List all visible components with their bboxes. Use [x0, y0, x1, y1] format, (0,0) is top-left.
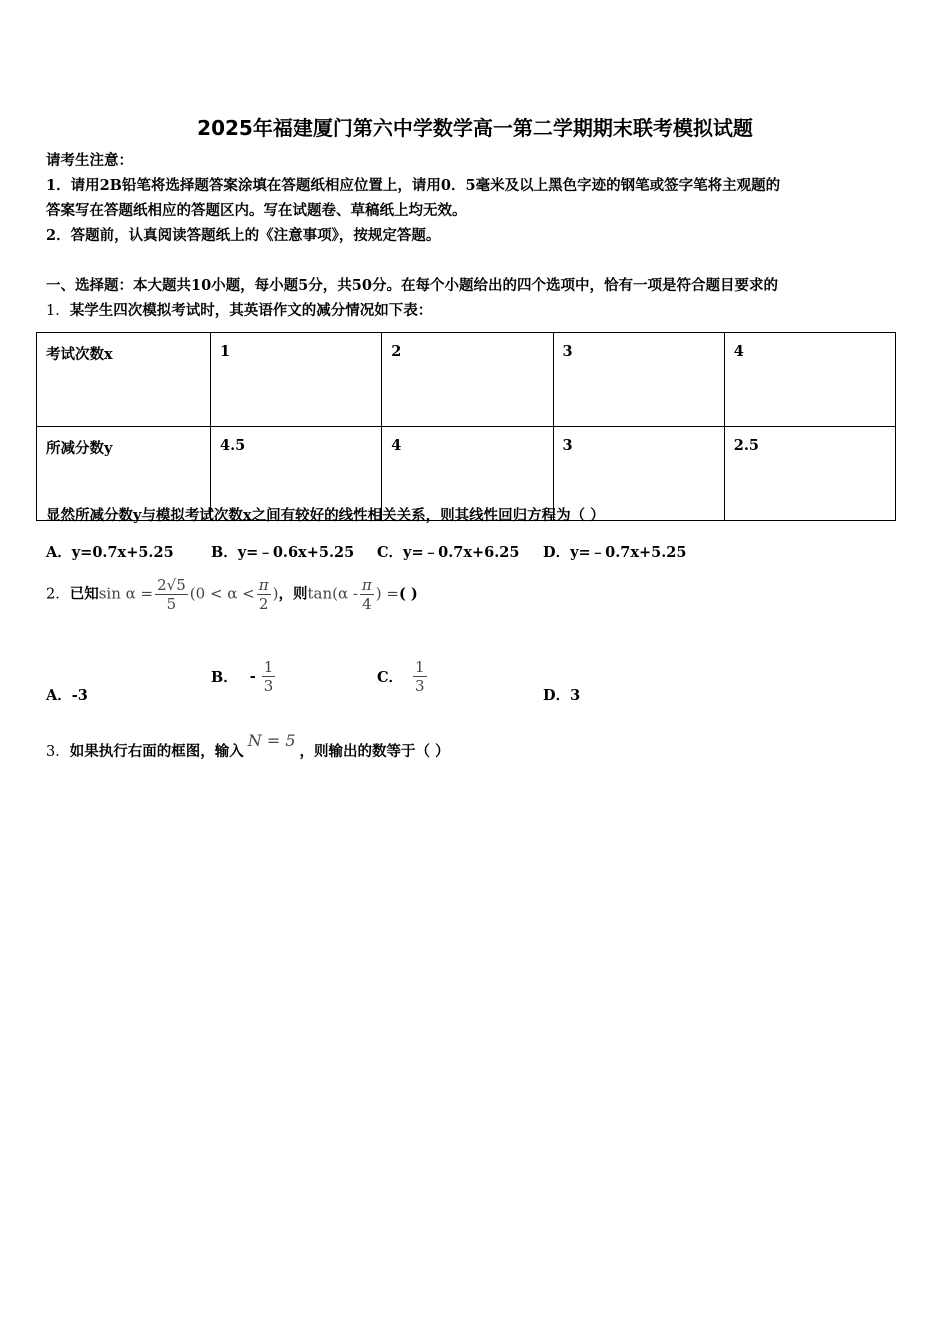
notice-line-2: 答案写在答题纸相应的答题区内。写在试题卷、草稿纸上均无效。 — [46, 202, 467, 219]
question-3-text-b: ，则输出的数等于（ ） — [299, 743, 450, 760]
notice-heading: 请考生注意： — [46, 152, 133, 169]
tan-expression: tan(α - — [307, 584, 358, 603]
table-cell: 2 — [382, 333, 553, 427]
question-3 — [46, 731, 450, 762]
page-title: 2025年福建厦门第六中学数学高一第二学期期末联考模拟试题 — [197, 116, 753, 140]
table-cell: 4.5 — [211, 427, 382, 521]
fraction-pi-over-4 — [360, 576, 374, 613]
fraction-denominator: 3 — [415, 677, 425, 695]
fraction-denominator: 3 — [263, 677, 274, 695]
table-cell: 4 — [382, 427, 553, 521]
fraction-numerator: π — [361, 576, 372, 594]
q1-option-b[interactable]: B．y=﹣0.6x+5.25 — [211, 544, 355, 561]
fraction-1-over-3 — [413, 658, 427, 695]
tan-close: ) = — [375, 584, 399, 603]
question-1-text: 某学生四次模拟考试时，其英语作文的减分情况如下表： — [69, 302, 433, 319]
q1-option-d[interactable]: D．y=﹣0.7x+5.25 — [543, 544, 687, 561]
question-3-number: 3． — [46, 744, 70, 760]
fraction-pi-over-2 — [257, 576, 271, 613]
question-2-lead: 已知 — [69, 585, 99, 603]
table-cell: 所减分数y — [37, 427, 211, 521]
fraction-1-over-3 — [262, 658, 276, 695]
q2-option-b[interactable] — [211, 658, 277, 695]
q2-option-a[interactable]: A．-3 — [46, 687, 88, 704]
score-table — [36, 332, 896, 521]
table-cell: 2.5 — [724, 427, 895, 521]
question-1-number: 1． — [46, 303, 70, 319]
sin-expression: sin α = — [98, 584, 154, 603]
fraction-numerator: 2√5 — [157, 576, 186, 594]
fraction-numerator: 1 — [415, 658, 425, 676]
fraction-2root5-over-5 — [155, 576, 188, 613]
q1-option-c[interactable]: C．y=﹣0.7x+6.25 — [377, 544, 520, 561]
range-close: ) — [272, 584, 279, 603]
fraction-denominator: 5 — [166, 595, 177, 613]
table-cell: 3 — [553, 427, 724, 521]
question-1 — [46, 301, 432, 321]
q2-option-d[interactable]: D．3 — [543, 687, 581, 704]
question-2-number: 2． — [46, 586, 70, 603]
fraction-numerator: π — [258, 576, 269, 594]
table-row — [37, 333, 896, 427]
range-open: (0 < α < — [189, 584, 255, 603]
notice-line-1: 1．请用2B铅笔将选择题答案涂填在答题纸相应位置上，请用0．5毫米及以上黑色字迹的钢笔或签字笔将主观题的 — [46, 177, 781, 194]
answer-paren: ( ) — [398, 585, 418, 603]
table-cell: 3 — [553, 333, 724, 427]
q2-option-c[interactable] — [377, 658, 429, 695]
question-3-text-a: 如果执行右面的框图，输入 — [69, 743, 244, 760]
option-b-label: B． — [211, 669, 238, 686]
table-cell: 考试次数x — [37, 333, 211, 427]
question-2-mid: ，则 — [278, 585, 308, 603]
section-heading: 一、选择题：本大题共10小题，每小题5分，共50分。在每个小题给出的四个选项中，恰有一项是符合题目要求的 — [46, 277, 778, 294]
option-c-label: C． — [377, 669, 404, 686]
notice-line-3: 2．答题前，认真阅读答题纸上的《注意事项》，按规定答题。 — [46, 227, 441, 244]
fraction-denominator: 2 — [258, 595, 269, 613]
question-1-prompt: 显然所减分数y与模拟考试次数x之间有较好的线性相关关系，则其线性回归方程为（ ） — [46, 507, 605, 524]
table-cell: 1 — [211, 333, 382, 427]
option-b-sign: - — [249, 668, 256, 685]
input-n-equals-5: N = 5 — [247, 731, 296, 750]
question-2 — [46, 576, 418, 613]
q1-option-a[interactable]: A．y=0.7x+5.25 — [46, 544, 174, 561]
fraction-numerator: 1 — [263, 658, 274, 676]
fraction-denominator: 4 — [362, 595, 372, 613]
table-cell: 4 — [724, 333, 895, 427]
